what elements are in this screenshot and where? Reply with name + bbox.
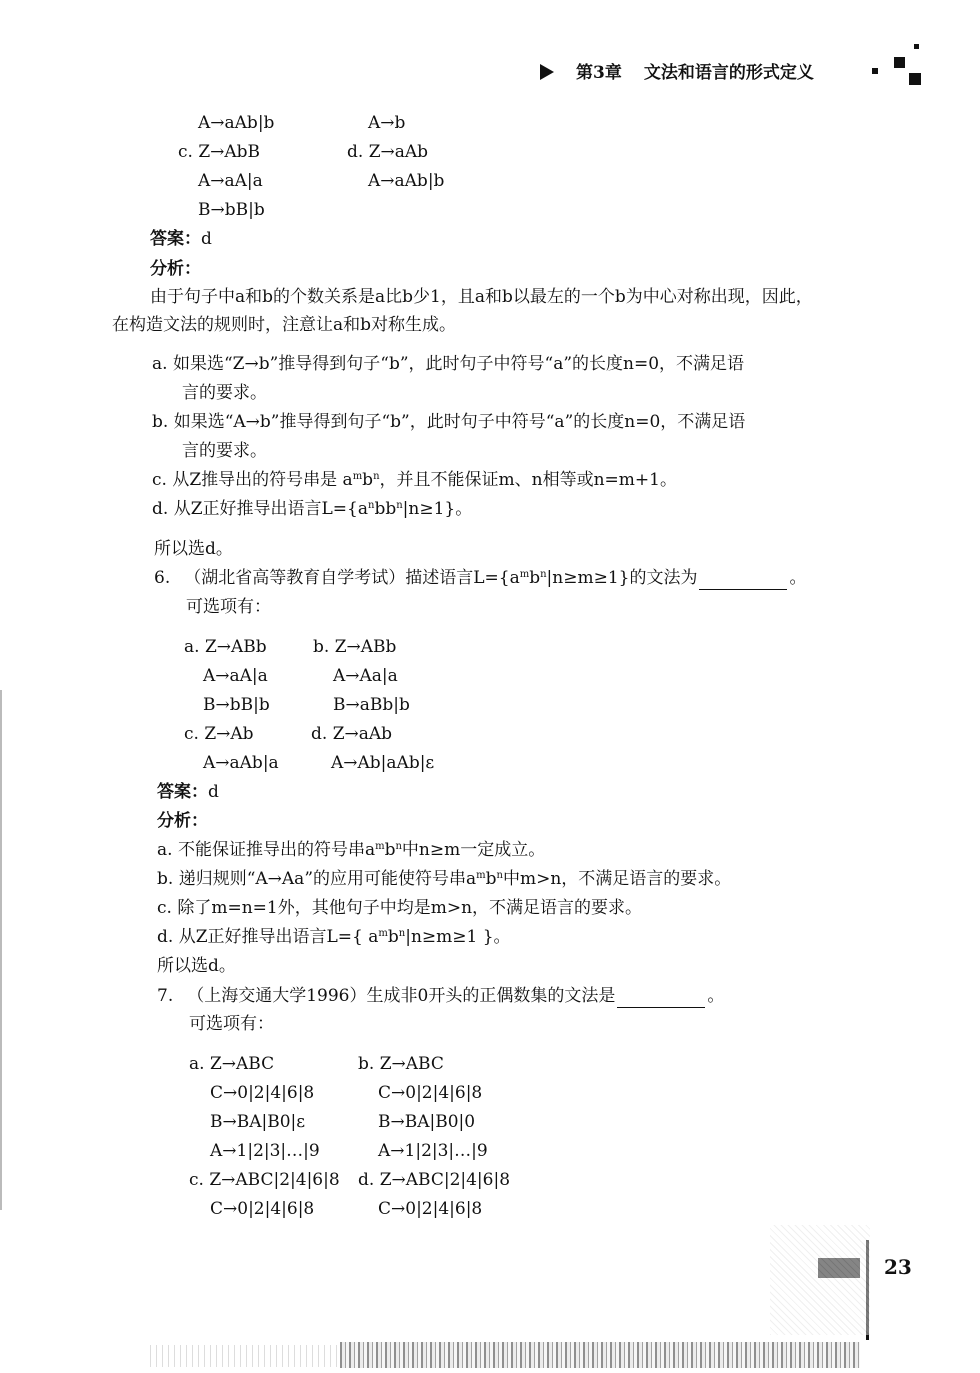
grammar-rule: B→bB|b (203, 695, 270, 715)
analysis-text: 在构造文法的规则时，注意让a和b对称生成。 (112, 315, 457, 335)
conclusion: 所以选d。 (154, 539, 233, 559)
grammar-rule: A→aAb|b (368, 171, 445, 191)
question-6: 6. （湖北省高等教育自学考试）描述语言$L=\{a^mb^n|n\ge m\ge 1\}$的文法为 。 (154, 568, 807, 588)
scan-edge-line (0, 690, 2, 1210)
page-number: 23 (884, 1255, 912, 1279)
answer-blank (699, 567, 787, 590)
answer-label: 答案： (150, 229, 201, 249)
header-square-icon (894, 57, 905, 68)
analysis-label: 分析： (157, 811, 208, 831)
analysis-item: c. 从Z推导出的符号串是 $a^mb^n$，并且不能保证m、n相等或n=m+1。 (152, 470, 677, 490)
answer-value: d (208, 782, 219, 802)
grammar-rule: A→aAb|a (203, 753, 279, 773)
grammar-rule: b. Z→ABC (358, 1054, 444, 1074)
grammar-rule: d. Z→ABC|2|4|6|8 (358, 1170, 511, 1190)
grammar-rule: A→1|2|3|…|9 (378, 1141, 488, 1161)
analysis-item: b. 如果选“A→b”推导得到句子“b”，此时句子中符号“a”的长度n=0，不满足语 (152, 412, 746, 432)
analysis-item: a. 不能保证推导出的符号串$a^mb^n$中n≥m一定成立。 (157, 840, 546, 860)
analysis-item: d. 从Z正好推导出语言L={ $a^mb^n|n\ge m\ge 1$ }。 (157, 927, 511, 947)
scan-noise-speckle (150, 1345, 340, 1367)
analysis-item: d. 从Z正好推导出语言$L=\{a^nbb^n|n\ge 1\}$。 (152, 499, 473, 519)
analysis-item: 言的要求。 (182, 441, 267, 461)
chapter-number: 第3章 (576, 63, 622, 83)
grammar-rule: a. Z→ABC (189, 1054, 275, 1074)
analysis-text: 由于句子中a和b的个数关系是a比b少1，且a和b以最左的一个b为中心对称出现，因此， (150, 287, 813, 307)
grammar-rule: d. Z→aAb (311, 724, 393, 744)
answer-blank (617, 985, 705, 1008)
question-7: 7. （上海交通大学1996）生成非0开头的正偶数集的文法是 。 (157, 986, 725, 1006)
grammar-rule: A→aA|a (203, 666, 268, 686)
answer-value: d (201, 229, 212, 249)
question-number: 6. (154, 568, 171, 588)
grammar-rule: B→BA|B0|ε (210, 1112, 306, 1132)
grammar-rule: A→1|2|3|…|9 (210, 1141, 320, 1161)
grammar-rule: A→Ab|aAb|ε (331, 753, 435, 773)
grammar-rule: c. Z→Ab (184, 724, 254, 744)
analysis-item: a. 如果选“Z→b”推导得到句子“b”，此时句子中符号“a”的长度n=0，不满足语 (152, 354, 745, 374)
grammar-rule: c. Z→ABC|2|4|6|8 (189, 1170, 340, 1190)
grammar-rule: C→0|2|4|6|8 (210, 1083, 315, 1103)
header-square-icon (914, 44, 919, 49)
grammar-rule: d. Z→aAb (347, 142, 429, 162)
scan-noise-speckle (770, 1225, 870, 1335)
grammar-rule: a. Z→ABb (184, 637, 267, 657)
answer-label: 答案： (157, 782, 208, 802)
header-square-icon (909, 73, 921, 85)
grammar-rule: A→Aa|a (333, 666, 398, 686)
analysis-item: b. 递归规则“A→Aa”的应用可能使符号串$a^mb^n$中m>n，不满足语言的要求。 (157, 869, 732, 889)
running-header (540, 58, 814, 83)
grammar-rule: A→aAb|b (198, 113, 275, 133)
chapter-title: 文法和语言的形式定义 (643, 63, 814, 83)
options-label: 可选项有： (189, 1014, 274, 1034)
grammar-rule: B→bB|b (198, 200, 265, 220)
grammar-rule: A→aA|a (198, 171, 263, 191)
answer-line (150, 228, 212, 250)
header-square-icon (872, 68, 878, 74)
grammar-rule: A→b (368, 113, 406, 133)
analysis-item: c. 除了m=n=1外，其他句子中均是m>n，不满足语言的要求。 (157, 898, 643, 918)
conclusion: 所以选d。 (157, 956, 236, 976)
triangle-marker-icon (540, 64, 554, 80)
grammar-rule: B→aBb|b (333, 695, 410, 715)
answer-line (157, 781, 219, 803)
grammar-rule: C→0|2|4|6|8 (210, 1199, 315, 1219)
grammar-rule: c. Z→AbB (178, 142, 261, 162)
analysis-label: 分析： (150, 259, 201, 279)
grammar-rule: B→BA|B0|0 (378, 1112, 476, 1132)
grammar-rule: b. Z→ABb (313, 637, 397, 657)
options-label: 可选项有： (186, 597, 271, 617)
question-number: 7. (157, 986, 174, 1006)
scan-noise-strip (340, 1342, 860, 1368)
grammar-rule: C→0|2|4|6|8 (378, 1083, 483, 1103)
analysis-item: 言的要求。 (182, 383, 267, 403)
grammar-rule: C→0|2|4|6|8 (378, 1199, 483, 1219)
